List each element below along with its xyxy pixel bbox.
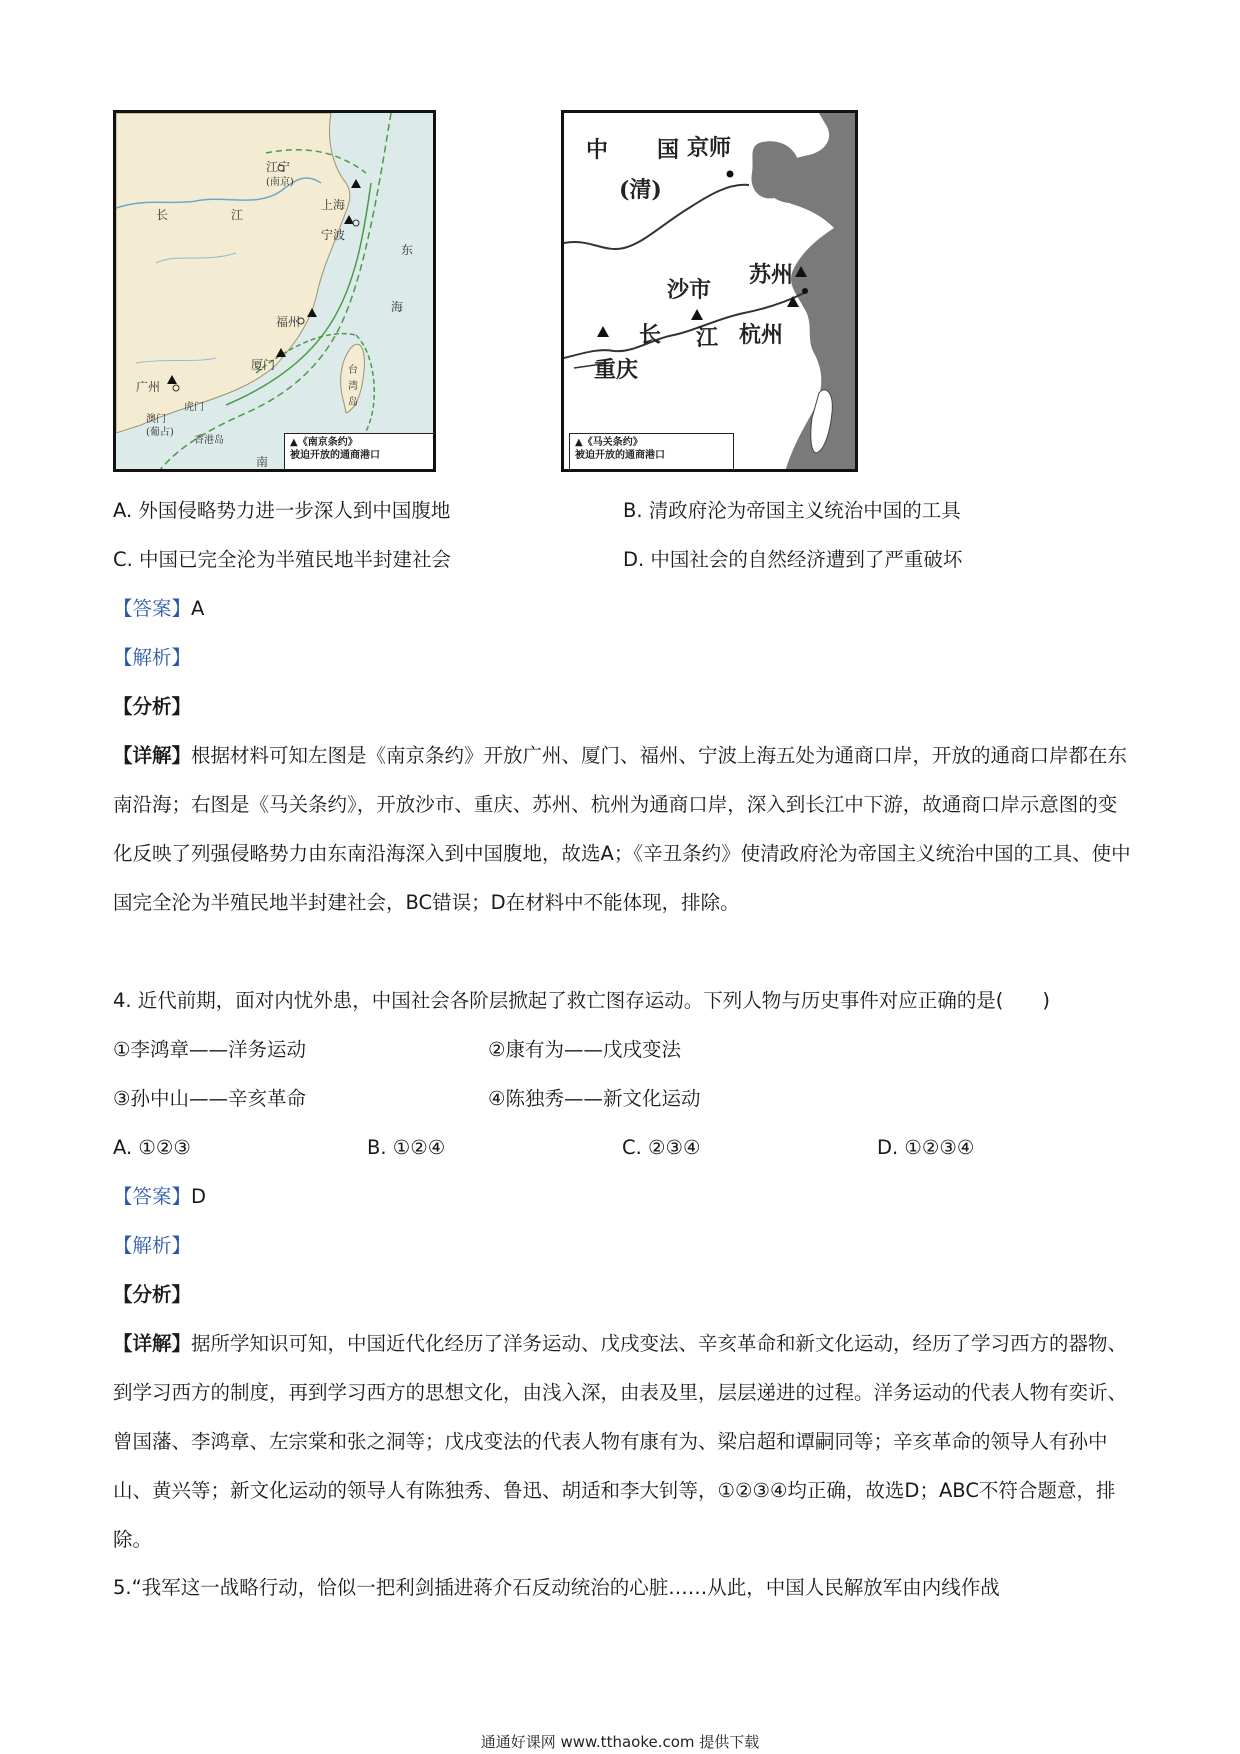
map-label-ningbo: 宁波 xyxy=(321,228,346,242)
map-label-guo: 国 xyxy=(657,137,680,163)
map-label-xiamen: 厦门 xyxy=(251,358,276,372)
option-letter: B. xyxy=(367,1136,387,1159)
q3-option-a xyxy=(113,497,450,525)
map-label-zhong: 中 xyxy=(586,137,609,163)
answer-label: 【答案】 xyxy=(113,597,192,620)
map-label-humen: 虎门 xyxy=(184,402,204,413)
q4-option-a xyxy=(113,1134,191,1162)
option-letter: A. xyxy=(113,1136,133,1159)
map-label-xianggang: 香港岛 xyxy=(194,435,224,446)
q4-option-d xyxy=(877,1134,974,1162)
option-text: ①②④ xyxy=(392,1136,446,1159)
map-label-fuzhou: 福州 xyxy=(276,315,301,329)
legend-line-2: 被迫开放的通商港口 xyxy=(575,450,665,461)
q4-item-1: ①李鸿章——洋务运动 xyxy=(113,1038,306,1061)
map-label-chongqing: 重庆 xyxy=(594,357,639,383)
q3-option-c xyxy=(113,546,451,574)
q4-stem: 4. 近代前期，面对内忧外患，中国社会各阶层掀起了救亡图存运动。下列人物与历史事件对应正确的是( ) xyxy=(113,989,1051,1012)
option-letter: D. xyxy=(623,548,645,571)
map-label-chang: 长 xyxy=(156,208,169,222)
map-label-guangzhou: 广州 xyxy=(136,380,161,394)
detail-label: 【详解】 xyxy=(113,744,192,767)
option-letter: C. xyxy=(113,548,133,571)
page-footer: 通通好课网 www.tthaoke.com 提供下载 xyxy=(480,1733,760,1751)
option-letter: B. xyxy=(623,499,643,522)
map-label-jiang-river: 江 xyxy=(696,325,719,351)
map-label-nanjing: (南京) xyxy=(266,177,294,188)
answer-label: 【答案】 xyxy=(113,1185,192,1208)
map-label-shashi: 沙市 xyxy=(667,277,712,303)
q3-detail xyxy=(113,731,1131,927)
answer-value: A xyxy=(191,597,205,620)
detail-text: 根据材料可知左图是《南京条约》开放广州、厦门、福州、宁波上海五处为通商口岸，开放的通商口岸都在东南沿海；右图是《马关条约》，开放沙市、重庆、苏州、杭州为通商口岸，深入到长江中下游，故通商口岸示意图的变化反映了列强侵略势力由东南沿海深入到中国腹地，故选A；《辛丑条约》使清政府沦为帝国主义统治中国的工具、使中国完全沦为半殖民地半封建社会，BC错误；D在材料中不能体现，排除。 xyxy=(113,744,1131,914)
q3-answer xyxy=(113,595,204,623)
q4-answer xyxy=(113,1183,206,1211)
map-label-chang-river: 长 xyxy=(639,322,662,348)
option-letter: C. xyxy=(622,1136,642,1159)
q3-option-d xyxy=(623,546,962,574)
option-text: ①②③④ xyxy=(904,1136,975,1159)
option-text: 中国社会的自然经济遭到了严重破坏 xyxy=(650,548,963,571)
map-legend xyxy=(284,433,434,471)
q4-item-2: ②康有为——戊戌变法 xyxy=(488,1038,681,1061)
legend-line-1: ▲《南京条约》 xyxy=(290,437,358,448)
map-label-nan: 南 xyxy=(256,455,269,469)
option-text: ①②③ xyxy=(138,1136,191,1159)
map-legend xyxy=(569,433,734,471)
map-label-hai: 海 xyxy=(391,300,404,314)
shimonoseki-treaty-map xyxy=(561,110,858,472)
q4-item-3: ③孙中山——辛亥革命 xyxy=(113,1087,306,1110)
q4-option-c xyxy=(622,1134,700,1162)
option-letter: D. xyxy=(877,1136,899,1159)
option-letter: A. xyxy=(113,499,133,522)
option-text: 清政府沦为帝国主义统治中国的工具 xyxy=(648,499,961,522)
answer-value: D xyxy=(191,1185,207,1208)
option-text: 中国已完全沦为半殖民地半封建社会 xyxy=(139,548,452,571)
q4-analysis-label: 【解析】 xyxy=(113,1234,192,1257)
q3-analysis-label: 【解析】 xyxy=(113,646,192,669)
q3-option-b xyxy=(623,497,961,525)
option-text: 外国侵略势力进一步深人到中国腹地 xyxy=(138,499,451,522)
map-label-dong: 东 xyxy=(401,243,414,257)
option-text: ②③④ xyxy=(648,1136,701,1159)
q3-fenxi-label: 【分析】 xyxy=(113,695,192,718)
legend-line-2: 被迫开放的通商港口 xyxy=(290,450,380,461)
detail-label: 【详解】 xyxy=(113,1332,192,1355)
nanjing-treaty-map xyxy=(113,110,436,472)
map-label-aomen-sub: (葡占) xyxy=(146,427,174,438)
map-label-tai: 台 xyxy=(348,365,358,376)
map-label-qing: (清) xyxy=(619,177,662,203)
map-label-shanghai: 上海 xyxy=(321,198,346,212)
q4-fenxi-label: 【分析】 xyxy=(113,1283,192,1306)
map-label-jiang: 江 xyxy=(231,208,244,222)
q4-option-b xyxy=(367,1134,445,1162)
map-label-wan: 湾 xyxy=(348,381,358,392)
map-label-jiangning: 江宁 xyxy=(266,160,291,174)
map-label-aomen: 澳门 xyxy=(146,414,166,425)
legend-line-1: ▲《马关条约》 xyxy=(575,437,643,448)
q4-item-4: ④陈独秀——新文化运动 xyxy=(488,1087,701,1110)
map-label-jingshi: 京师 xyxy=(687,135,732,161)
q5-stem: 5.“我军这一战略行动，恰似一把利剑插进蒋介石反动统治的心脏……从此，中国人民解放军由内线作战 xyxy=(113,1576,1000,1599)
map-label-hangzhou: 杭州 xyxy=(739,322,784,348)
map-label-suzhou: 苏州 xyxy=(749,262,794,288)
map-label-dao: 岛 xyxy=(348,397,358,408)
detail-text: 据所学知识可知，中国近代化经历了洋务运动、戊戌变法、辛亥革命和新文化运动，经历了学习西方的器物、到学习西方的制度，再到学习西方的思想文化，由浅入深，由表及里，层层递进的过程。洋务运动的代表人物有奕䜣、曾国藩、李鸿章、左宗棠和张之洞等；戊戌变法的代表人物有康有为、梁启超和谭嗣同等；辛亥革命的领导人有孙中山、黄兴等；新文化运动的领导人有陈独秀、鲁迅、胡适和李大钊等，①②③④均正确，故选D；ABC不符合题意，排除。 xyxy=(113,1332,1128,1551)
q4-detail xyxy=(113,1319,1131,1564)
